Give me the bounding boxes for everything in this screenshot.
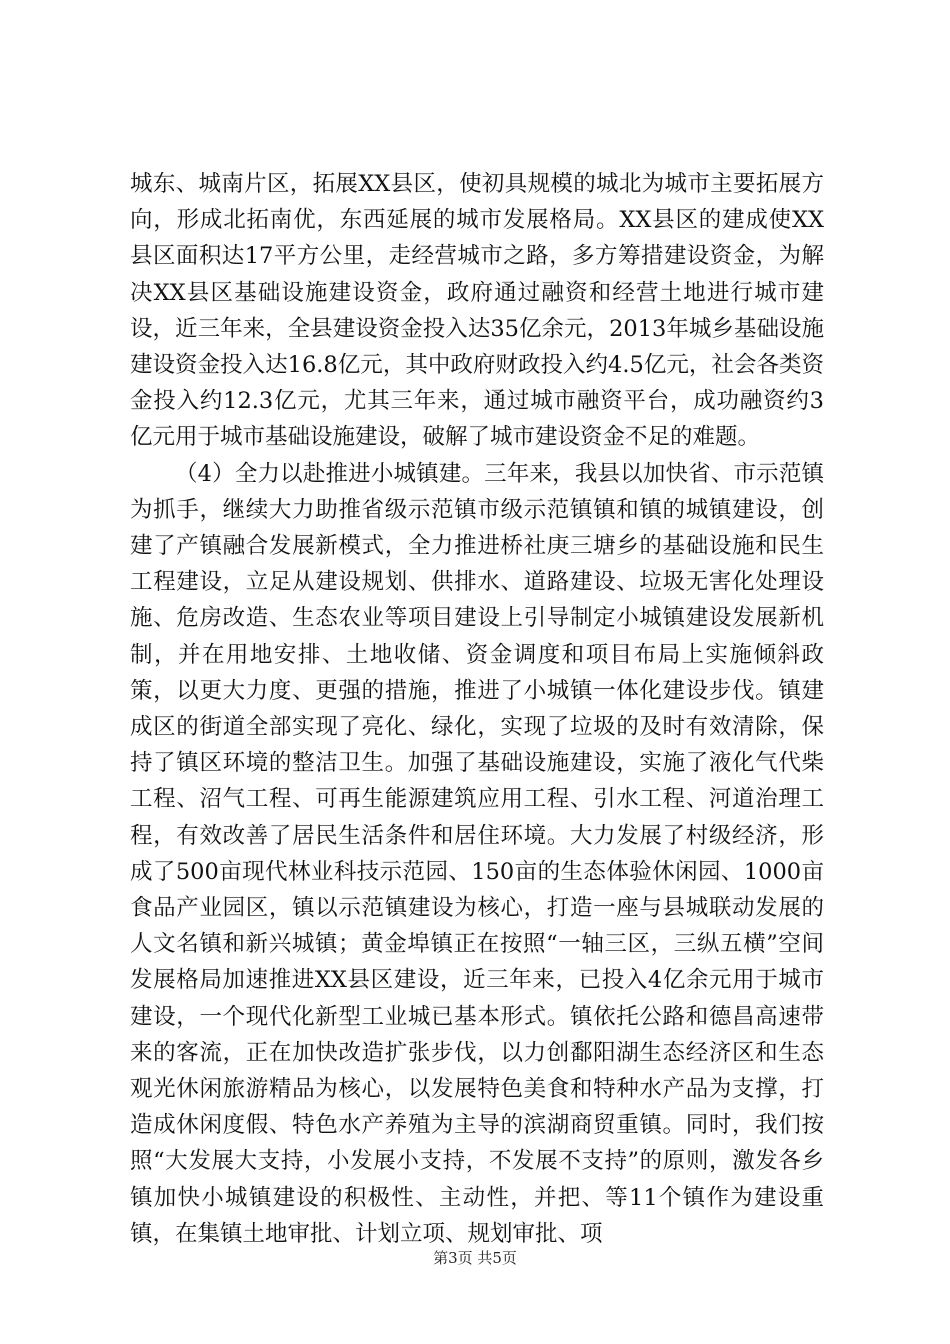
page-number-label: 第3页 共5页	[433, 1249, 517, 1267]
page-footer	[0, 1248, 950, 1268]
document-body	[130, 166, 824, 1252]
paragraph-small-town-construction: （4）全力以赴推进小城镇建。三年来，我县以加快省、市示范镇为抓手，继续大力助推省级示范镇市级示范镇镇和镇的城镇建设，创建了产镇融合发展新模式，全力推进桥社庚三塘乡的基础设施和民生工程建设，立足从建设规划、供排水、道路建设、垃圾无害化处理设施、危房改造、生态农业等项目建设上引导制定小城镇建设发展新机制，并在用地安排、土地收储、资金调度和项目布局上实施倾斜政策，以更大力度、更强的措施，推进了小城镇一体化建设步伐。镇建成区的街道全部实现了亮化、绿化，实现了垃圾的及时有效清除，保持了镇区环境的整洁卫生。加强了基础设施建设，实施了液化气代柴工程、沼气工程、可再生能源建筑应用工程、引水工程、河道治理工程，有效改善了居民生活条件和居住环境。大力发展了村级经济，形成了500亩现代林业科技示范园、150亩的生态体验休闲园、1000亩食品产业园区，镇以示范镇建设为核心，打造一座与县城联动发展的人文名镇和新兴城镇；黄金埠镇正在按照“一轴三区，三纵五横”空间发展格局加速推进XX县区建设，近三年来，已投入4亿余元用于城市建设，一个现代化新型工业城已基本形式。镇依托公路和德昌高速带来的客流，正在加快改造扩张步伐，以力创鄱阳湖生态经济区和生态观光休闲旅游精品为核心，以发展特色美食和特种水产品为支撑，打造成休闲度假、特色水产养殖为主导的滨湖商贸重镇。同时，我们按照“大发展大支持，小发展小支持，不发展不支持”的原则，激发各乡镇加快小城镇建设的积极性、主动性，并把、等11个镇作为建设重镇，在集镇土地审批、计划立项、规划审批、项	[130, 460, 824, 1247]
paragraph-continuation: 城东、城南片区，拓展XX县区，使初具规模的城北为城市主要拓展方向，形成北拓南优，东西延展的城市发展格局。XX县区的建成使XX县区面积达17平方公里，走经营城市之路，多方筹措建设资金，为解决XX县区基础设施建设资金，政府通过融资和经营土地进行城市建设，近三年来，全县建设资金投入达35亿余元，2013年城乡基础设施建设资金投入达16.8亿元，其中政府财政投入约4.5亿元，社会各类资金投入约12.3亿元，尤其三年来，通过城市融资平台，成功融资约3亿元用于城市基础设施建设，破解了城市建设资金不足的难题。	[130, 171, 824, 451]
